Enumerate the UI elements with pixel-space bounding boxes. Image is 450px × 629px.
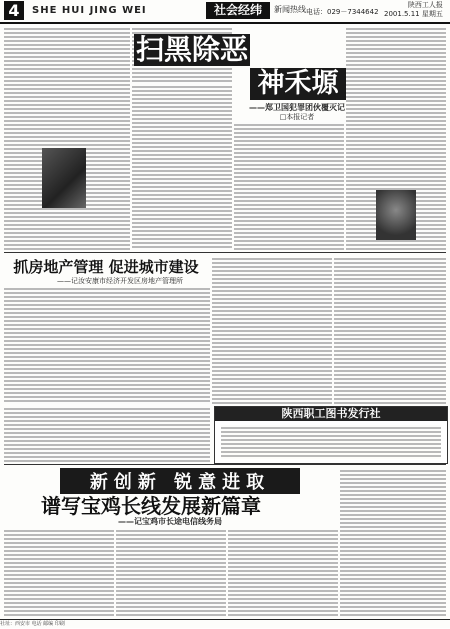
text-column-center — [132, 84, 232, 250]
main-subtitle: ——郑卫国犯罪团伙覆灭记 — [249, 103, 345, 112]
news-photo — [42, 148, 86, 208]
headline-2: 抓房地产管理 促进城市建设 — [13, 258, 199, 276]
ad-title-1: 新创新 锐意进取 — [60, 468, 300, 494]
main-headline-2: 神禾塬 — [250, 68, 346, 100]
text-block-4d — [340, 468, 446, 616]
page-footer: 社址：西安市 电话 邮编 印刷 — [0, 619, 450, 629]
divider-2 — [4, 464, 446, 465]
text-block-2b — [212, 256, 332, 404]
text-block-2a — [4, 286, 210, 404]
text-block-4c — [228, 528, 338, 616]
notice-box — [214, 406, 448, 464]
portrait-photo — [376, 190, 416, 240]
subtitle-2: ——记汝安康市经济开发区房地产管理所 — [57, 277, 183, 285]
page-header — [0, 0, 450, 24]
notice-title: 陕西职工图书发行社 — [215, 407, 447, 421]
issue-date: 2001.5.11 星期五 — [384, 10, 443, 18]
hotline-phone: 电话：029－7344642 — [306, 8, 379, 16]
masthead-name: 陕西工人报 — [407, 1, 443, 9]
text-column-left — [4, 26, 130, 250]
text-column-mid — [234, 122, 344, 250]
divider — [4, 252, 446, 253]
paper-name: SHE HUI JING WEI — [32, 5, 147, 16]
masthead — [384, 1, 443, 19]
text-block-3 — [4, 406, 210, 462]
text-block-4a — [4, 528, 114, 616]
byline: □本报记者 — [279, 113, 315, 121]
ad-subtitle: ——记宝鸡市长途电信线务局 — [118, 517, 222, 526]
hotline-label: 新闻热线 — [274, 5, 306, 14]
text-block-4b — [116, 528, 226, 616]
section-title: 社会经纬 — [206, 2, 270, 19]
text-block-2c — [334, 256, 446, 404]
page-number: 4 — [4, 1, 24, 20]
ad-title-2: 谱写宝鸡长线发展新篇章 — [41, 494, 261, 518]
notice-lines — [221, 425, 441, 459]
main-headline-1: 扫黑除恶 — [135, 33, 248, 66]
